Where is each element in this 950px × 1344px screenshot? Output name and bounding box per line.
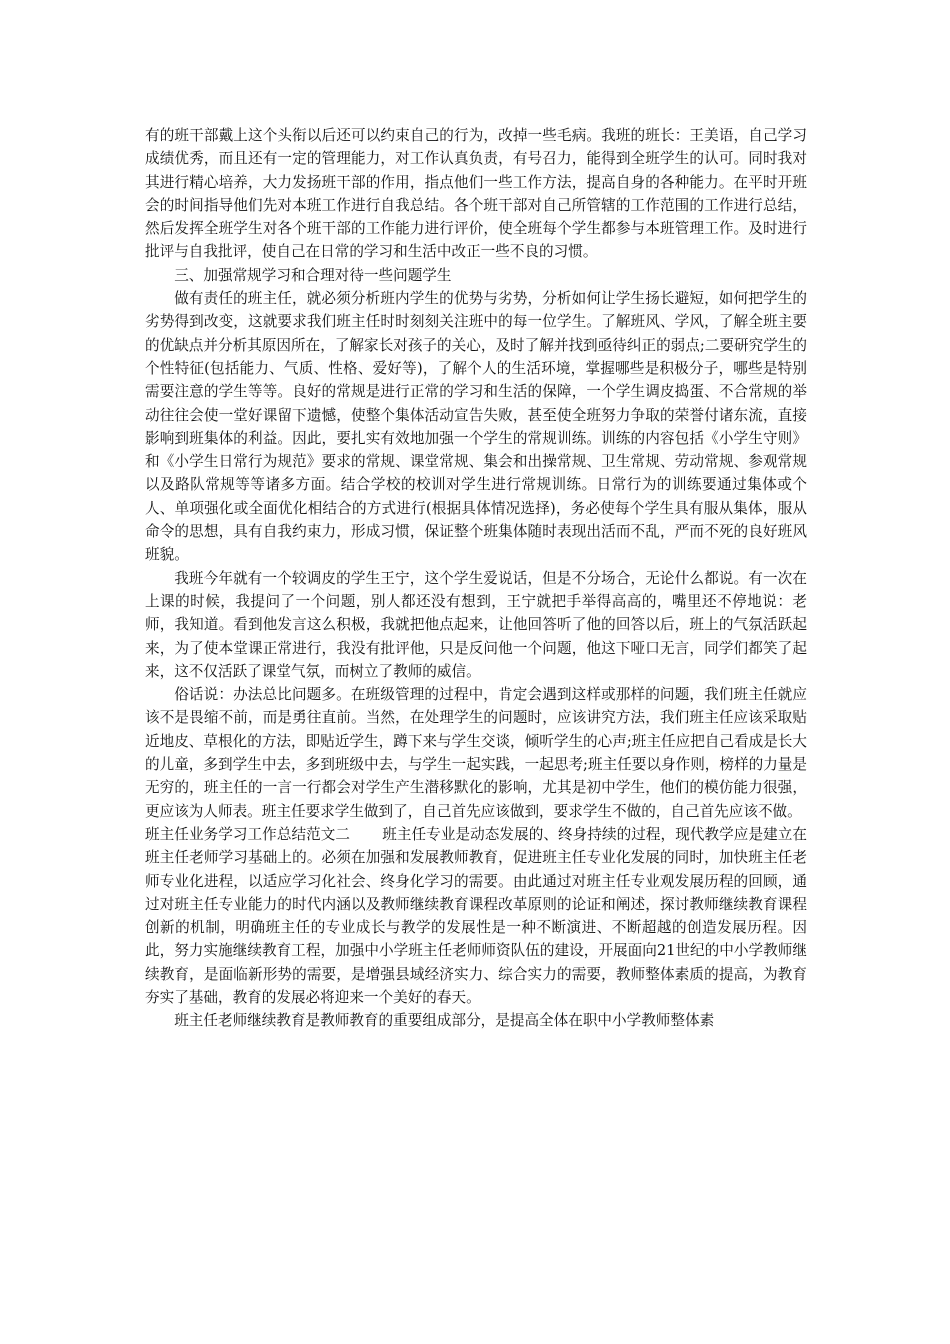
paragraph-routine-training: 做有责任的班主任，就必须分析班内学生的优势与劣势，分析如何让学生扬长避短，如何把学生的劣势得到改变，这就要求我们班主任时时刻刻关注班中的每一位学生。了解班风、学风，了解全班主要的优缺点并分析其原因所在，了解家长对孩子的关心，及时了解并找到亟待纠正的弱点;二要研究学生的个性特征(包括能力、气质、性格、爱好等)，了解个人的生活环境，掌握哪些是积极分子，哪些是特别需要注意的学生等等。良好的常规是进行正常的学习和生活的保障，一个学生调皮捣蛋、不合常规的举动往往会使一堂好课留下遗憾，使整个集体活动宣告失败，甚至使全班努力争取的荣誉付诸东流，直接影响到班集体的利益。因此，要扎实有效地加强一个学生的常规训练。训练的内容包括《小学生守则》和《小学生日常行为规范》要求的常规、课堂常规、集会和出操常规、卫生常规、劳动常规、参观常规以及路队常规等等诸多方面。结合学校的校训对学生进行常规训练。日常行为的训练要通过集体或个人、单项强化或全面优化相结合的方式进行(根据具体情况选择)，务必使每个学生具有服从集体，服从命令的思想，具有自我约束力，形成习惯，保证整个班集体随时表现出活而不乱，严而不死的良好班风班貌。 [145, 290, 807, 564]
paragraph-student-example: 我班今年就有一个较调皮的学生王宁，这个学生爱说话，但是不分场合，无论什么都说。有一次在上课的时候，我提问了一个问题，别人都还没有想到，王宁就把手举得高高的，嘴里还不停地说：老师，我知道。看到他发言这么积极，我就把他点起来，让他回答听了他的回答以后，班上的气氛活跃起来，为了使本堂课正常进行，我没有批评他，只是反问他一个问题，他这下哑口无言，同学们都笑了起来，这不仅活跃了课堂气氛，而树立了教师的威信。 [145, 569, 807, 680]
section-intro: 班主任专业是动态发展的、终身持续的过程，现代教学应是建立在班主任老师学习基础上的。必须在加强和发展教师教育，促进班主任专业化发展的同时，加快班主任老师专业化进程，以适应学习化社会、终身化学习的需要。由此通过对班主任专业观发展历程的回顾，通过对班主任专业能力的时代内涵以及教师继续教育课程改革原则的论证和阐述，探讨教师继续教育课程创新的机制，明确班主任的专业成长与教学的发展性是一种不断演进、不断超越的创造发展历程。因此，努力实施继续教育工程，加强中小学班主任老师师资队伍的建设，开展面向21世纪的中小学教师继续教育，是面临新形势的需要，是增强县域经济实力、综合实力的需要，教师整体素质的提高，为教育夯实了基础，教育的发展必将迎来一个美好的春天。 [145, 825, 807, 1006]
section-heading-three: 三、加强常规学习和合理对待一些问题学生 [174, 266, 452, 284]
paragraph-continuing-education: 班主任老师继续教育是教师教育的重要组成部分，是提高全体在职中小学教师整体素 [174, 1012, 715, 1030]
document-page [145, 124, 807, 1033]
paragraph-class-leaders: 有的班干部戴上这个头衔以后还可以约束自己的行为，改掉一些毛病。我班的班长：王美语，自己学习成绩优秀，而且还有一定的管理能力，对工作认真负责，有号召力，能得到全班学生的认可。同时我对其进行精心培养，大力发扬班干部的作用，指点他们一些工作方法，提高自身的各种能力。在平时开班会的时间指导他们先对本班工作进行自我总结。各个班干部对自己所管辖的工作范围的工作进行总结，然后发挥全班学生对各个班干部的工作能力进行评价，使全班每个学生都参与本班管理工作。及时进行批评与自我批评，使自己在日常的学习和生活中改正一些不良的习惯。 [145, 127, 807, 261]
paragraph-section-two [145, 823, 807, 1009]
paragraph-methods: 俗话说：办法总比问题多。在班级管理的过程中，肯定会遇到这样或那样的问题，我们班主任就应该不是畏缩不前，而是勇往直前。当然，在处理学生的问题时，应该讲究方法，我们班主任应该采取贴近地皮、草根化的方法，即贴近学生，蹲下来与学生交谈，倾听学生的心声;班主任应把自己看成是长大的儿童，多到学生中去，多到班级中去，与学生一起实践，一起思考;班主任要以身作则，榜样的力量是无穷的，班主任的一言一行都会对学生产生潜移默化的影响，尤其是初中学生，他们的模仿能力很强，更应该为人师表。班主任要求学生做到了，自己首先应该做到，要求学生不做的，自己首先应该不做。 [145, 686, 807, 820]
section-title: 班主任业务学习工作总结范文二 [145, 825, 351, 843]
